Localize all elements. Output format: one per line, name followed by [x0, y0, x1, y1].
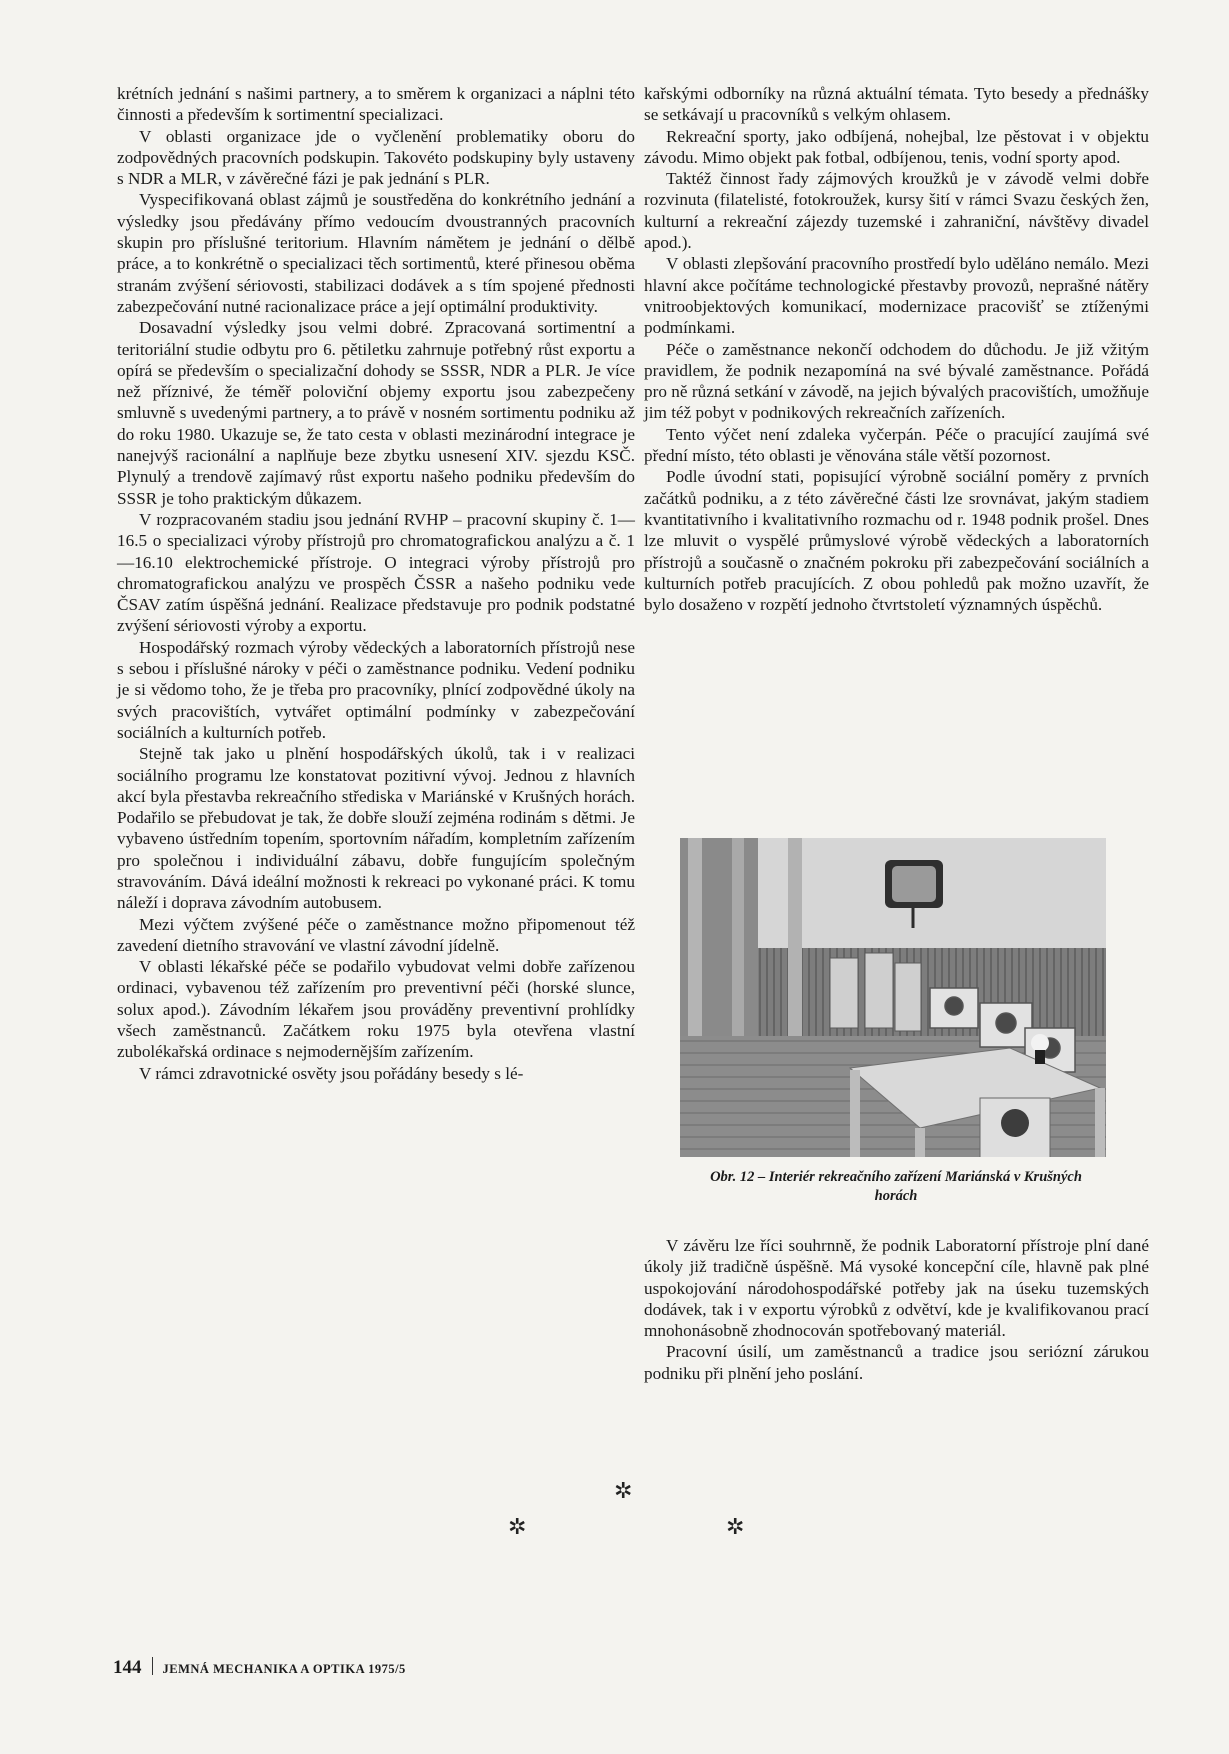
ornament-star-icon: ✲: [726, 1514, 745, 1539]
paragraph: V oblasti organizace jde o vyčlenění problematiky oboru do zodpovědných pracovních podskupin. Takovéto podskupiny byly ustaveny s NDR a MLR, v závěrečné fázi je pak jednání s PLR.: [117, 126, 635, 189]
paragraph: Vyspecifikovaná oblast zájmů je soustředěna do konkrétního jednání a výsledky jsou předávány přímo vedoucím dvoustranných pracovních skupin pro příslušné teritorium. Hlavním námětem je jednání o dělbě práce, a to konkrétně o specializaci těch sortimentů, které přinesou oběma stranám zvýšení sériovosti, stabilizaci dodávek a s tím spojené přednosti zabezpečování nutné racionalizace práce a její optimální produktivity.: [117, 190, 635, 316]
paragraph: V oblasti lékařské péče se podařilo vybudovat velmi dobře zařízenou ordinaci, vybavenou též zařízením pro preventivní péči (horské slunce, solux apod.). Závodním lékařem jsou prováděny preventivní prohlídky všech zaměstnanců. Začátkem roku 1975 byla otevřena vlastní zubolékařská ordinace s nejmodernějším zařízením.: [117, 957, 635, 1062]
ornament-star-icon: ✲: [614, 1478, 633, 1503]
right-column-bottom: [644, 1235, 1149, 1384]
journal-title: JEMNÁ MECHANIKA A OPTIKA 1975/5: [162, 1662, 406, 1676]
figure-caption-line: Obr. 12 – Interiér rekreačního zařízení Mariánská v Krušných: [710, 1169, 1082, 1185]
paragraph: Pracovní úsilí, um zaměstnanců a tradice jsou seriózní zárukou podniku při plnění jeho poslání.: [644, 1342, 1149, 1383]
left-column: [117, 83, 635, 1084]
paragraph: Podle úvodní stati, popisující výrobně sociální poměry z prvních začátků podniku, a z této závěrečné části lze srovnávat, jakým stadiem kvantitativního i kvalitativního rozmachu od r. 1948 podnik prošel. Dnes lze mluvit o vyspělé průmyslové výrobě vědeckých a laboratorních přístrojů a současně o značném pokroku při zabezpečování sociálních a kulturních potřeb pracujících. Z obou pohledů pak možno uzavřít, že bylo dosaženo v rozpětí jednoho čtvrtstoletí významných úspěchů.: [644, 467, 1149, 615]
paragraph: Rekreační sporty, jako odbíjená, nohejbal, lze pěstovat i v objektu závodu. Mimo objekt pak fotbal, odbíjenou, tenis, vodní sporty apod.: [644, 126, 1149, 167]
footer-divider: [152, 1657, 153, 1675]
paragraph: Stejně tak jako u plnění hospodářských úkolů, tak i v realizaci sociálního programu lze konstatovat pozitivní vývoj. Jednou z hlavních akcí byla přestavba rekreačního střediska v Mariánské v Krušných horách. Podařilo se přebudovat je tak, že dobře slouží zejména rodinám s dětmi. Je vybaveno ústředním topením, sportovním nářadím, kompletním zařízením pro společnou i individuální zábavu, dobře fungujícím společným stravováním. Dává ideální možnosti k rekreaci po vykonané práci. K tomu náleží i doprava závodním autobusem.: [117, 744, 635, 913]
right-column-top: [644, 83, 1149, 615]
paragraph: V oblasti zlepšování pracovního prostředí bylo uděláno nemálo. Mezi hlavní akce počítáme technologické přestavby provozů, neprašné nátěry vnitroobjektových komunikací, modernizace pracovišť se ztíženými podmínkami.: [644, 254, 1149, 338]
figure-caption: [640, 1168, 1152, 1206]
paragraph: Taktéž činnost řady zájmových kroužků je v závodě velmi dobře rozvinuta (filatelisté, fotokroužek, kursy šití v rámci Svazu českých žen, kulturní a rekreační zájezdy tuzemské i zahraniční, návštěvy divadel apod.).: [644, 169, 1149, 253]
paragraph: Hospodářský rozmach výroby vědeckých a laboratorních přístrojů nese s sebou i příslušné nároky v péči o zaměstnance podniku. Vedení podniku je si vědomo toho, že je třeba pro pracovníky, plnící zodpovědné úkoly na svých pracovištích, vytvářet optimální podmínky v zabezpečování sociálních a kulturních potřeb.: [117, 637, 635, 742]
paragraph: V rámci zdravotnické osvěty jsou pořádány besedy s lé-: [139, 1063, 524, 1083]
ornament-star-icon: ✲: [508, 1514, 527, 1539]
paragraph: krétních jednání s našimi partnery, a to směrem k organizaci a náplni této činnosti a především k sortimentní specializaci.: [117, 84, 635, 125]
figure-caption-line: horách: [874, 1188, 918, 1204]
page-footer: [113, 1657, 406, 1679]
paragraph: Dosavadní výsledky jsou velmi dobré. Zpracovaná sortimentní a teritoriální studie odbytu pro 6. pětiletku zahrnuje potřebný růst exportu a opírá se především o specializační dohody se SSSR, NDR a PLR. Je více než příznivé, že téměř poloviční objemy exportu jsou zabezpečeny smluvně s uvedenými partnery, a to právě v nosném sortimentu podniku až do roku 1980. Ukazuje se, že tato cesta v oblasti mezinárodní integrace je nanejvýš racionální a naplňuje beze zbytku usnesení XIV. sjezdu KSČ. Plynulý a trendově zajímavý růst exportu našeho podniku především do SSSR je toho praktickým důkazem.: [117, 318, 635, 508]
paragraph: kařskými odborníky na různá aktuální témata. Tyto besedy a přednášky se setkávají u pracovníků s velkým ohlasem.: [644, 84, 1149, 125]
page-number: 144: [113, 1657, 142, 1678]
paragraph: V závěru lze říci souhrnně, že podnik Laboratorní přístroje plní dané úkoly již tradičně úspěšně. Má vysoké koncepční cíle, hlavně pak plné uspokojování národohospodářské potřeby jak na úseku tuzemských dodávek, tak i v exportu výrobků z odvětví, kde je kvalifikovanou prací mnohonásobně zhodnocován spotřebovaný materiál.: [644, 1236, 1149, 1341]
paragraph: V rozpracovaném stadiu jsou jednání RVHP – pracovní skupiny č. 1—16.5 o specializaci výroby přístrojů pro chromatografickou analýzu a č. 1—16.10 elektrochemické přístroje. O integraci výroby přístrojů pro chromatografickou analýzu ve prospěch ČSSR a našeho podniku vede ČSAV zatím úspěšná jednání. Realizace představuje pro podnik podstatné zvýšení sériovosti výroby a exportu.: [117, 509, 635, 636]
interior-photo: [680, 838, 1106, 1157]
paragraph: Mezi výčtem zvýšené péče o zaměstnance možno připomenout též zavedení dietního stravování ve vlastní závodní jídelně.: [117, 914, 635, 955]
paragraph: Péče o zaměstnance nekončí odchodem do důchodu. Je již vžitým pravidlem, že podnik nezapomíná na své bývalé zaměstnance. Pořádá pro ně různá setkání v závodě, na jejich bývalých pracovištích, umožňuje jim též pobyt v podnikových rekreačních zařízeních.: [644, 339, 1149, 423]
paragraph: Tento výčet není zdaleka vyčerpán. Péče o pracující zaujímá své přední místo, této oblasti je věnována stále větší pozornost.: [644, 424, 1149, 466]
